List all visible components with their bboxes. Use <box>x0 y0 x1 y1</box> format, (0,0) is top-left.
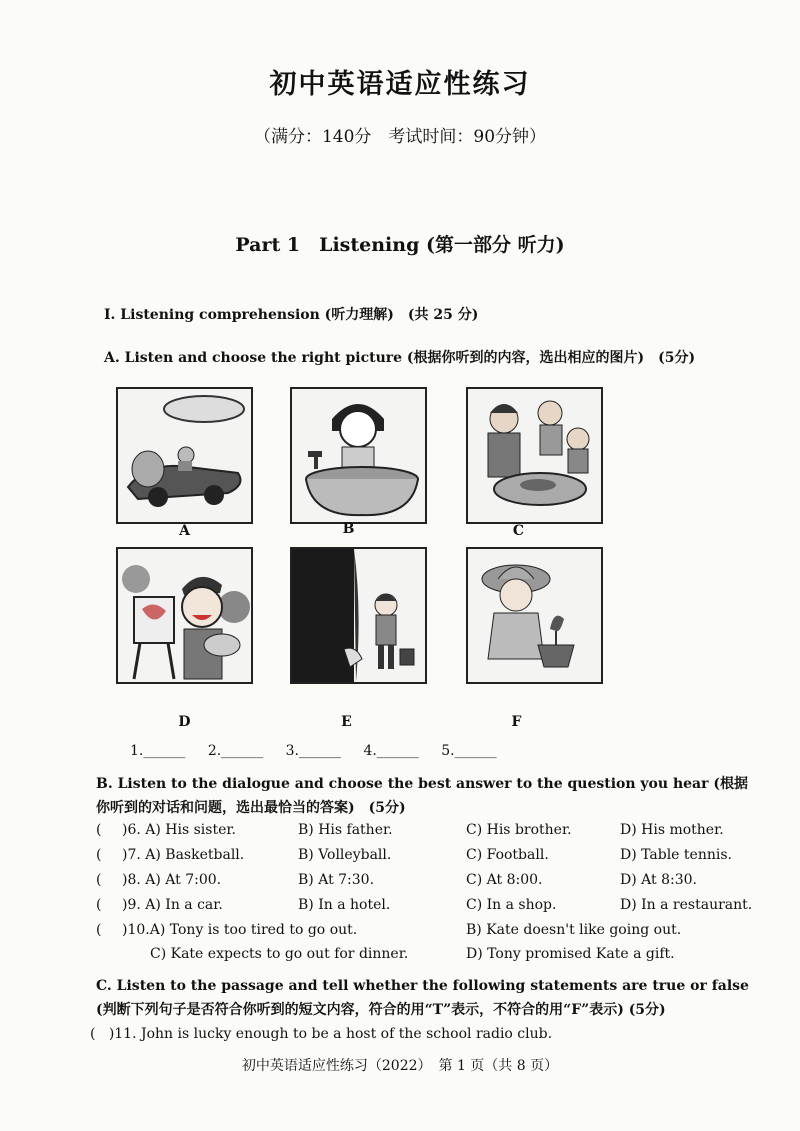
question-11 <box>90 1026 552 1042</box>
picture-f-label: F <box>511 714 522 730</box>
question-7 <box>96 847 776 869</box>
answer-paren[interactable]: ( <box>96 847 102 863</box>
question-option-d: D) In a restaurant. <box>620 897 753 913</box>
boy-painting-icon <box>118 549 251 682</box>
picture-e-label: E <box>341 714 352 730</box>
girl-in-bath-icon <box>292 389 425 522</box>
picture-d-label: D <box>178 714 191 730</box>
question-10-option-b: B) Kate doesn't like going out. <box>466 922 682 938</box>
question-option-a: )7. A) Basketball. <box>122 847 245 863</box>
girl-planting-icon <box>468 549 601 682</box>
part-title: Part 1 Listening (第一部分 听力) <box>235 234 565 256</box>
section-c-heading: C. Listen to the passage and tell whether the following statements are true or false (判断下列句子是否符合你听到的短文内容，符合的用“T”表示，不符合的用“F”表示) (5分) <box>96 978 749 1018</box>
picture-a-label: A <box>179 523 190 539</box>
question-option-d: D) Table tennis. <box>620 847 732 863</box>
page-footer: 初中英语适应性练习（2022） 第 1 页（共 8 页） <box>241 1058 559 1074</box>
question-option-c: C) In a shop. <box>466 897 557 913</box>
question-11-text: )11. John is lucky enough to be a host of the school radio club. <box>108 1026 553 1042</box>
question-9 <box>96 897 776 919</box>
question-option-d: D) At 8:30. <box>620 872 697 888</box>
picture-f <box>466 547 603 684</box>
page-subtitle: （满分：140分 考试时间：90分钟） <box>253 127 547 147</box>
answer-blank-2[interactable]: 2.______ <box>207 743 264 759</box>
picture-c <box>466 387 603 524</box>
family-eating-icon <box>468 389 601 522</box>
picture-d <box>116 547 253 684</box>
question-option-b: B) His father. <box>298 822 393 838</box>
answer-paren[interactable]: ( <box>96 922 102 938</box>
question-6 <box>96 822 776 844</box>
answer-blank-5[interactable]: 5.______ <box>441 743 497 759</box>
page-title: 初中英语适应性练习 <box>269 69 531 100</box>
picture-b <box>290 387 427 524</box>
picture-c-label: C <box>512 523 525 539</box>
section-b-heading: B. Listen to the dialogue and choose the best answer to the question you hear (根据你听到的对话和问题，选出最恰当的答案) (5分) <box>96 776 748 816</box>
answer-blank-4[interactable]: 4.______ <box>363 743 419 759</box>
picture-a <box>116 387 253 524</box>
boy-with-bucket-icon <box>292 549 425 682</box>
question-option-a: )9. A) In a car. <box>122 897 223 913</box>
question-option-b: B) At 7:30. <box>298 872 375 888</box>
question-option-a: )6. A) His sister. <box>122 822 236 838</box>
picture-b-label: B <box>342 521 355 537</box>
question-option-b: B) Volleyball. <box>298 847 392 863</box>
section-a-heading: A. Listen and choose the right picture (根据你听到的内容，选出相应的图片) (5分) <box>104 350 696 366</box>
question-option-a: )8. A) At 7:00. <box>122 872 222 888</box>
answer-blank-1[interactable]: 1.______ <box>130 743 186 759</box>
question-option-c: C) His brother. <box>466 822 572 838</box>
question-option-c: C) Football. <box>466 847 549 863</box>
question-option-a: )10.A) Tony is too tired to go out. <box>122 922 358 938</box>
answer-blanks <box>130 743 515 759</box>
answer-paren[interactable]: ( <box>96 872 102 888</box>
answer-blank-3[interactable]: 3.______ <box>285 743 341 759</box>
answer-paren[interactable]: ( <box>90 1026 109 1042</box>
flying-car-icon <box>118 389 251 522</box>
question-10-option-c: C) Kate expects to go out for dinner. <box>150 946 409 962</box>
answer-paren[interactable]: ( <box>96 897 102 913</box>
question-option-c: C) At 8:00. <box>466 872 543 888</box>
question-10-option-d: D) Tony promised Kate a gift. <box>466 946 675 962</box>
question-option-b: B) In a hotel. <box>298 897 391 913</box>
picture-e <box>290 547 427 684</box>
section-i-heading: I. Listening comprehension (听力理解) (共 25 分) <box>104 307 479 323</box>
answer-paren[interactable]: ( <box>96 822 102 838</box>
question-option-d: D) His mother. <box>620 822 724 838</box>
question-8 <box>96 872 776 894</box>
